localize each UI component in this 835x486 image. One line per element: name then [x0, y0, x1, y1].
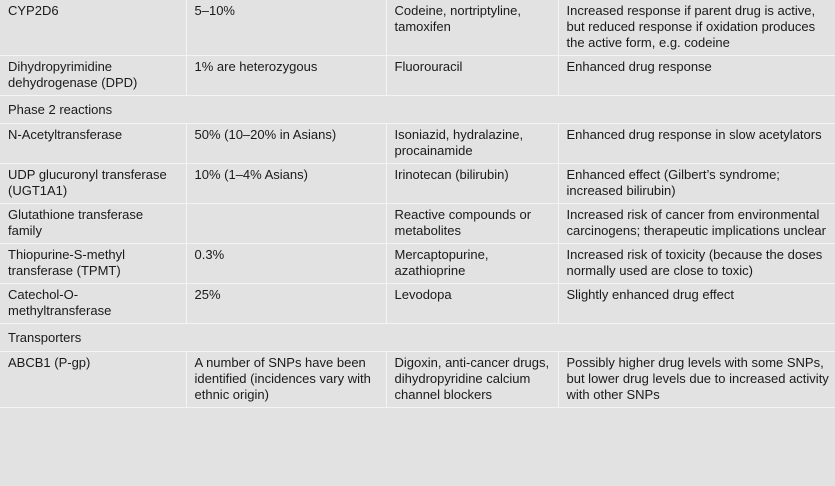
- frequency-cell: [186, 204, 386, 244]
- enzyme-cell: Thiopurine-S-methyl transferase (TPMT): [0, 244, 186, 284]
- frequency-cell: 5–10%: [186, 0, 386, 56]
- enzyme-cell: ABCB1 (P-gp): [0, 352, 186, 408]
- table-row: [0, 284, 835, 324]
- drugs-cell: Reactive compounds or metabolites: [386, 204, 558, 244]
- enzyme-cell: Glutathione transferase family: [0, 204, 186, 244]
- drugs-cell: Mercaptopurine, azathioprine: [386, 244, 558, 284]
- frequency-cell: 50% (10–20% in Asians): [186, 124, 386, 164]
- enzyme-cell: Catechol-O-methyltransferase: [0, 284, 186, 324]
- frequency-cell: 25%: [186, 284, 386, 324]
- drugs-cell: Codeine, nortriptyline, tamoxifen: [386, 0, 558, 56]
- drugs-cell: Fluorouracil: [386, 56, 558, 96]
- table-row: [0, 0, 835, 56]
- section-header-row: [0, 324, 835, 352]
- table-row: [0, 124, 835, 164]
- frequency-cell: 1% are heterozygous: [186, 56, 386, 96]
- table-row: [0, 56, 835, 96]
- effect-cell: Enhanced drug response: [558, 56, 835, 96]
- effect-cell: Increased risk of toxicity (because the doses normally used are close to toxic): [558, 244, 835, 284]
- table-row: [0, 164, 835, 204]
- enzyme-cell: N-Acetyltransferase: [0, 124, 186, 164]
- drugs-cell: Levodopa: [386, 284, 558, 324]
- effect-cell: Increased risk of cancer from environmental carcinogens; therapeutic implications unclear: [558, 204, 835, 244]
- frequency-cell: A number of SNPs have been identified (incidences vary with ethnic origin): [186, 352, 386, 408]
- effect-cell: Enhanced effect (Gilbert’s syndrome; increased bilirubin): [558, 164, 835, 204]
- effect-cell: Enhanced drug response in slow acetylators: [558, 124, 835, 164]
- enzyme-cell: UDP glucuronyl transferase (UGT1A1): [0, 164, 186, 204]
- table-row: [0, 244, 835, 284]
- frequency-cell: 10% (1–4% Asians): [186, 164, 386, 204]
- effect-cell: Slightly enhanced drug effect: [558, 284, 835, 324]
- section-label: Transporters: [0, 324, 835, 352]
- drugs-cell: Irinotecan (bilirubin): [386, 164, 558, 204]
- table-row: [0, 204, 835, 244]
- drugs-cell: Digoxin, anti-cancer drugs, dihydropyridine calcium channel blockers: [386, 352, 558, 408]
- enzyme-cell: Dihydropyrimidine dehydrogenase (DPD): [0, 56, 186, 96]
- enzyme-cell: CYP2D6: [0, 0, 186, 56]
- table-row: [0, 352, 835, 408]
- effect-cell: Increased response if parent drug is active, but reduced response if oxidation produces the active form, e.g. codeine: [558, 0, 835, 56]
- frequency-cell: 0.3%: [186, 244, 386, 284]
- drugs-cell: Isoniazid, hydralazine, procainamide: [386, 124, 558, 164]
- section-header-row: [0, 96, 835, 124]
- section-label: Phase 2 reactions: [0, 96, 835, 124]
- effect-cell: Possibly higher drug levels with some SNPs, but lower drug levels due to increased activity with other SNPs: [558, 352, 835, 408]
